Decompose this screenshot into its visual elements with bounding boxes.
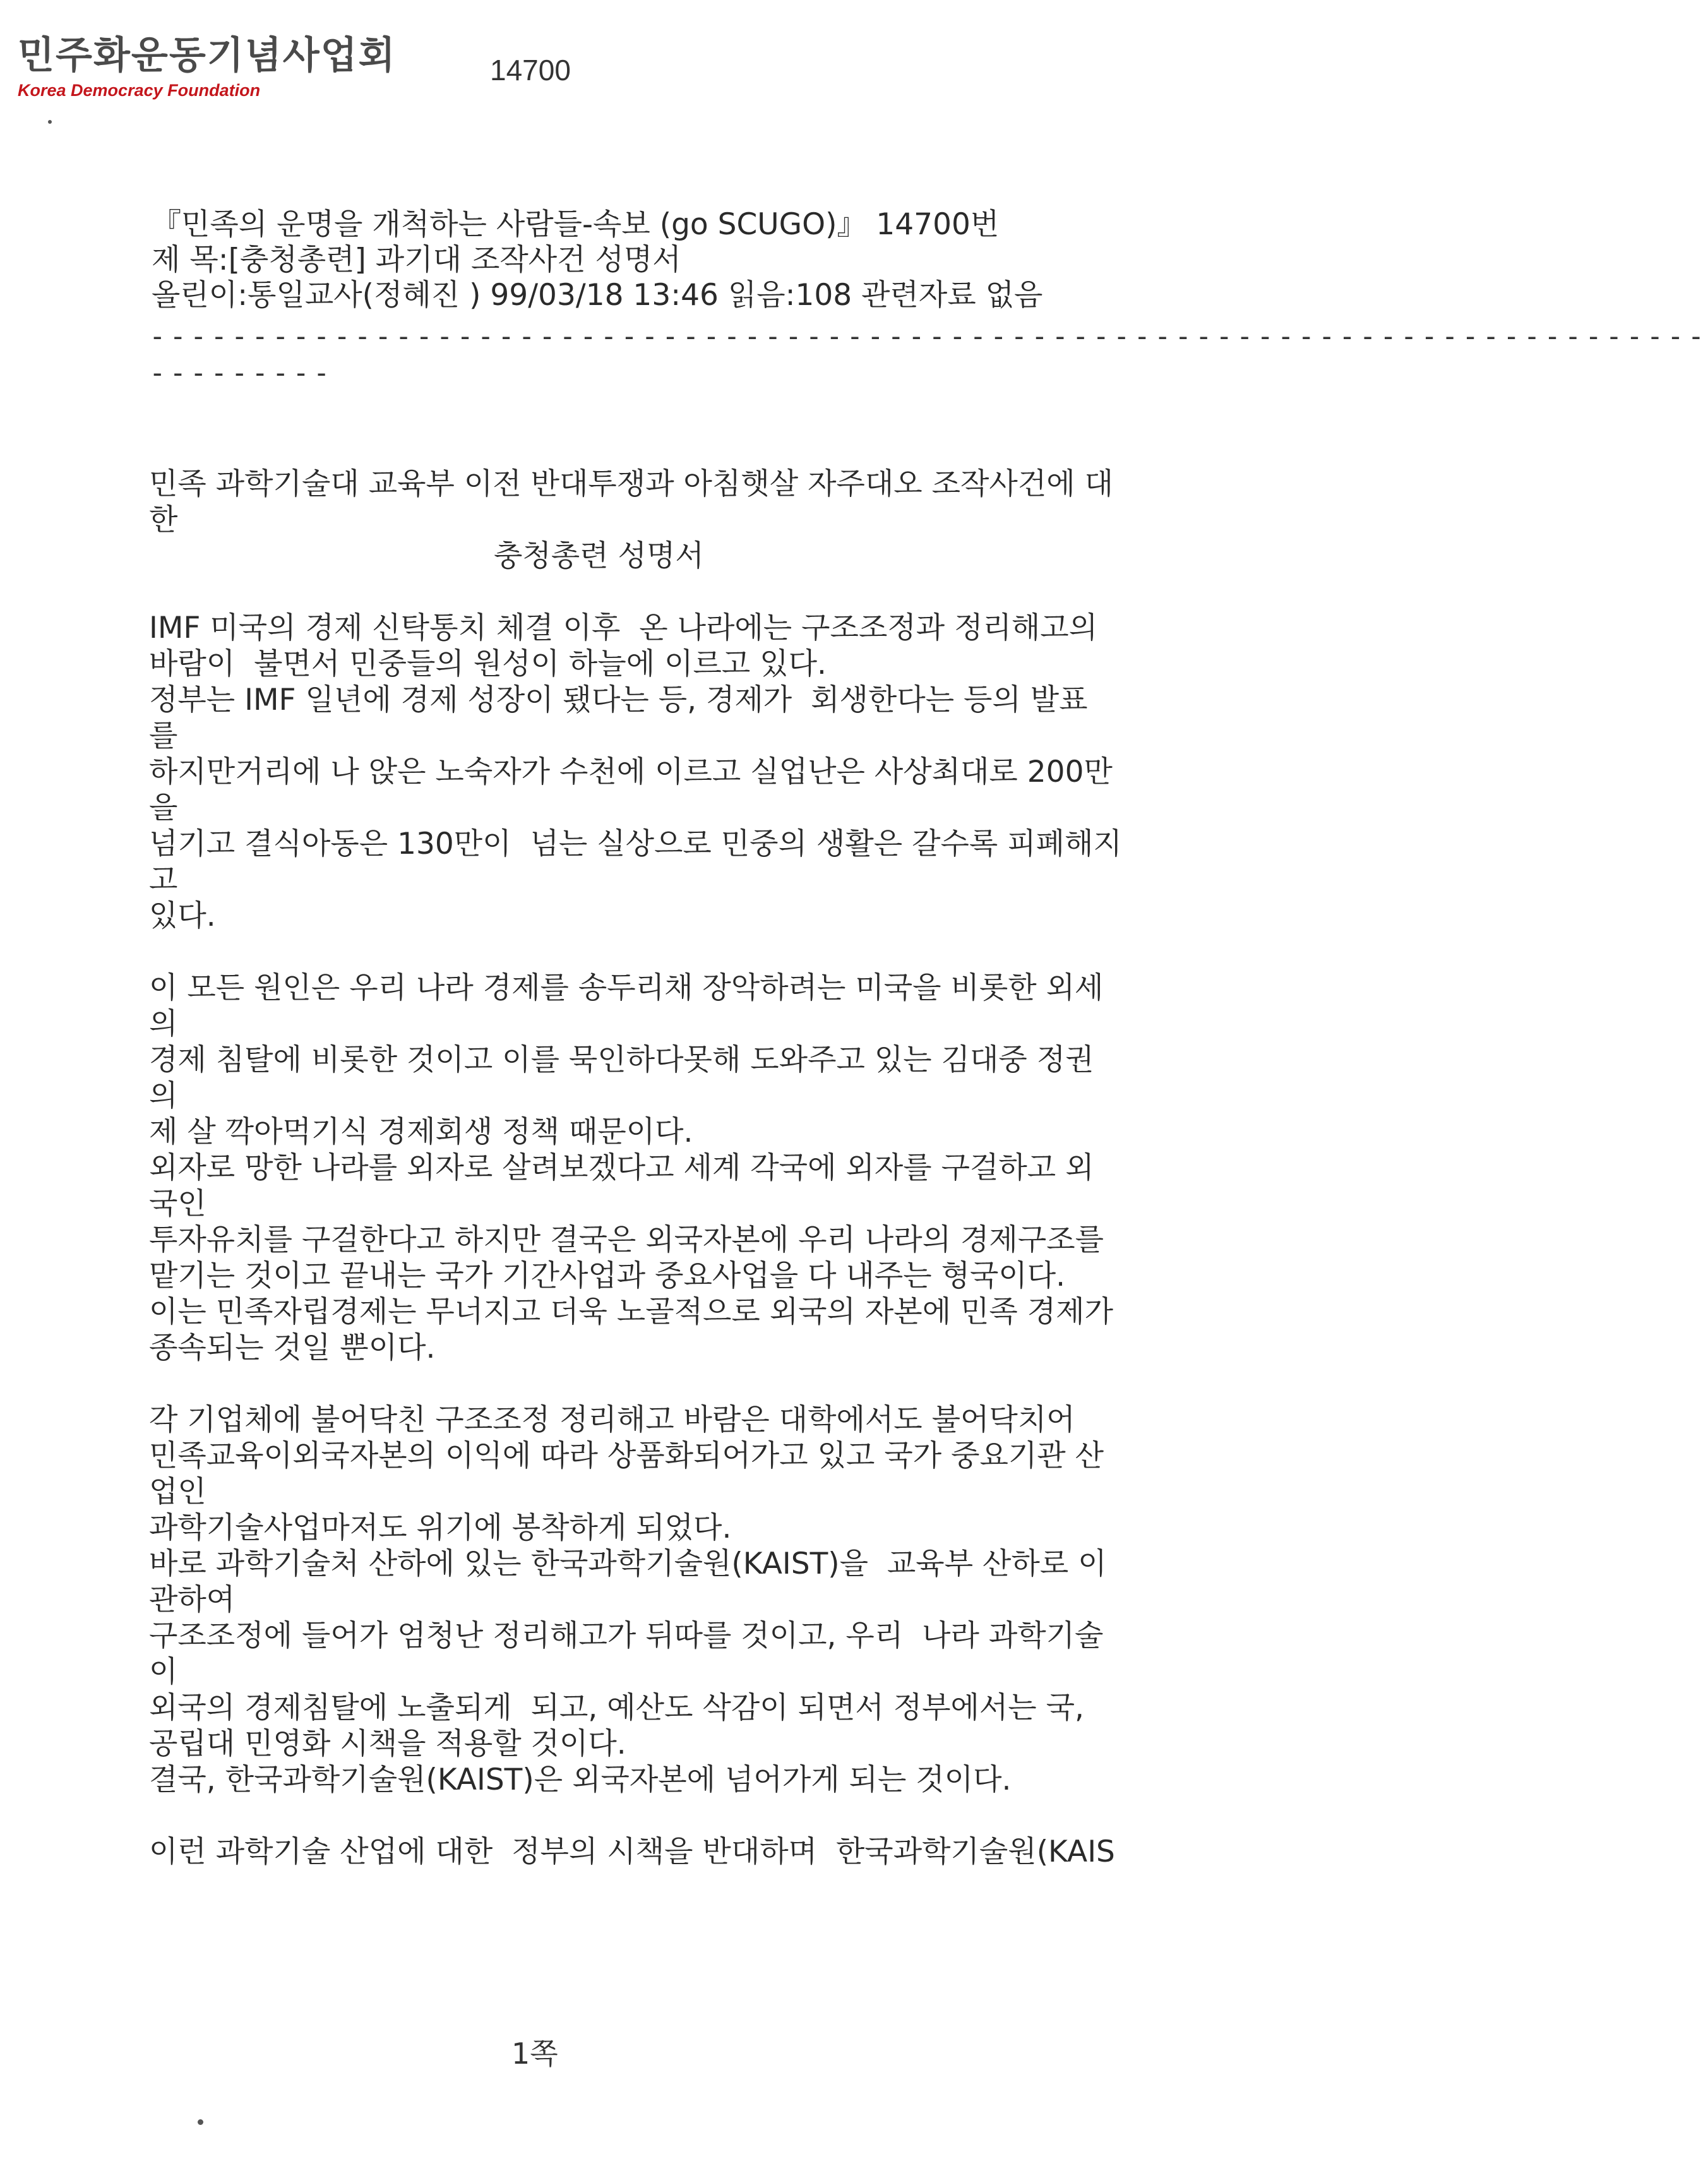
paragraph-2 [149,970,1488,1366]
paragraph-3 [149,1402,1488,1798]
foundation-logo [18,25,397,100]
body-line: 바로 과학기술처 산하에 있는 한국과학기술원(KAIST)을 교육부 산하로 이 [149,1547,1107,1581]
body-line: 정부는 IMF 일년에 경제 성장이 됐다는 등, 경제가 회생한다는 등의 발표 [149,683,1088,717]
logo-korean-text: 민주화운동기념사업회 [18,33,397,78]
body-line: 이 모든 원인은 우리 나라 경제를 송두리채 장악하려는 미국을 비롯한 외세 [149,971,1104,1005]
body-line: 경제 침탈에 비롯한 것이고 이를 묵인하다못해 도와주고 있는 김대중 정권 [149,1043,1094,1077]
body-line: 종속되는 것일 뿐이다. [149,1331,436,1365]
post-subject: 제 목:[충청총련] 과기대 조작사건 성명서 [152,242,681,277]
body-line: 있다. [149,899,216,933]
body-line: 이런 과학기술 산업에 대한 정부의 시책을 반대하며 한국과학기술원(KAIS [149,1834,1115,1869]
body-line: 결국, 한국과학기술원(KAIST)은 외국자본에 넘어가게 되는 것이다. [149,1762,1012,1797]
scan-speck [198,2119,203,2125]
body-line: 의 [149,1079,178,1113]
post-author-line: 올린이:통일교사(정혜진 ) 99/03/18 13:46 읽음:108 관련자료 없음 [152,278,1043,313]
body-line: 이는 민족자립경제는 무너지고 더욱 노골적으로 외국의 자본에 민족 경제가 [149,1295,1113,1329]
body-line: 구조조정에 들어가 엄청난 정리해고가 뒤따를 것이고, 우리 나라 과학기술 [149,1619,1104,1653]
body-line: 관하여 [149,1583,236,1617]
body-line: 하지만거리에 나 앉은 노숙자가 수천에 이르고 실업난은 사상최대로 200만 [149,755,1113,789]
intro-line: 민족 과학기술대 교육부 이전 반대투쟁과 아침햇살 자주대오 조작사건에 대 [149,467,1113,501]
post-header [152,207,1042,313]
post-source: 『민족의 운명을 개척하는 사람들-속보 (go SCUGO)』 14700번 [152,207,1000,242]
body-line: 넘기고 결식아동은 130만이 넘는 실상으로 민중의 생활은 갈수록 피폐해지 [149,827,1122,861]
separator-line-continued: --------- [149,357,334,389]
body-line: 고 [149,863,178,897]
document-number: 14700 [490,54,571,87]
body-line: 외국의 경제침탈에 노출되게 되고, 예산도 삭감이 되면서 정부에서는 국, [149,1690,1084,1725]
body-line: 이 [149,1654,178,1689]
body-line: 투자유치를 구걸한다고 하지만 결국은 외국자본에 우리 나라의 경제구조를 [149,1223,1104,1257]
intro-line: 한 [149,503,178,537]
statement-body [149,466,1488,1870]
logo-english-text: Korea Democracy Foundation [18,81,261,100]
body-line: 과학기술사업마저도 위기에 봉착하게 되었다. [149,1511,732,1545]
body-line: 국인 [149,1187,206,1221]
body-line: 맡기는 것이고 끝내는 국가 기간사업과 중요사업을 다 내주는 형국이다. [149,1259,1066,1293]
body-line: 제 살 깍아먹기식 경제회생 정책 때문이다. [149,1115,693,1149]
body-line: 를 [149,719,178,753]
separator-line: ---------------------------------------------------------------------------- [149,320,1708,352]
body-line: 바람이 불면서 민중들의 원성이 하늘에 이르고 있다. [149,647,827,681]
body-line: 을 [149,791,178,825]
body-line: 공립대 민영화 시책을 적용할 것이다. [149,1726,626,1761]
paragraph-4 [149,1834,1488,1870]
body-line: 의 [149,1007,178,1041]
scan-speck [48,120,52,124]
body-line: 외자로 망한 나라를 외자로 살려보겠다고 세계 각국에 외자를 구걸하고 외 [149,1151,1094,1185]
page-number: 1쪽 [511,2037,558,2071]
paragraph-1 [149,610,1488,934]
body-line: 민족교육이외국자본의 이익에 따라 상품화되어가고 있고 국가 중요기관 산 [149,1439,1104,1473]
body-line: IMF 미국의 경제 신탁통치 체결 이후 온 나라에는 구조조정과 정리해고의 [149,611,1098,645]
body-line: 각 기업체에 불어닥친 구조조정 정리해고 바람은 대학에서도 불어닥치어 [149,1403,1075,1437]
statement-title: 충청총련 성명서 [494,539,704,573]
body-line: 업인 [149,1475,206,1509]
